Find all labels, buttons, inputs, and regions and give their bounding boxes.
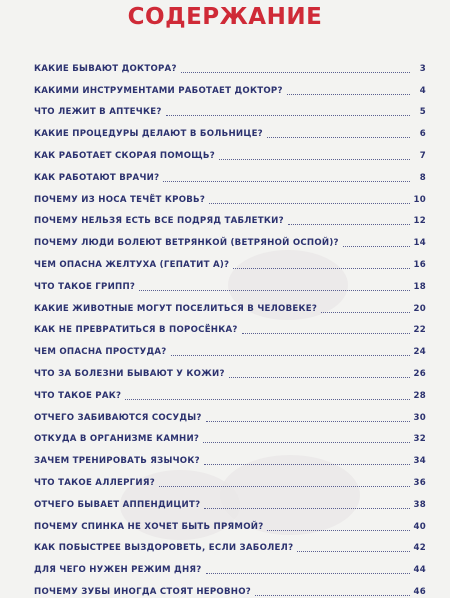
- toc-entry[interactable]: [34, 576, 426, 598]
- toc-entry[interactable]: [34, 445, 426, 467]
- dot-leader: [288, 224, 410, 225]
- toc-entry-page-number: 14: [413, 238, 426, 249]
- toc-entry-page-number: 8: [419, 172, 426, 183]
- toc-entry[interactable]: [34, 271, 426, 293]
- toc-entry-page-number: 16: [413, 259, 426, 270]
- table-of-contents: [34, 53, 426, 598]
- toc-entry[interactable]: [34, 75, 426, 97]
- toc-entry-title: ЧТО ТАКОЕ РАК?: [34, 390, 122, 401]
- dot-leader: [171, 355, 410, 356]
- toc-entry-title: КАК ПОБЫСТРЕЕ ВЫЗДОРОВЕТЬ, ЕСЛИ ЗАБОЛЕЛ?: [34, 543, 294, 554]
- toc-entry-title: ОТЧЕГО ЗАБИВАЮТСЯ СОСУДЫ?: [34, 412, 202, 423]
- toc-entry-title: ЧТО ЗА БОЛЕЗНИ БЫВАЮТ У КОЖИ?: [34, 368, 225, 379]
- dot-leader: [159, 486, 410, 487]
- toc-entry[interactable]: [34, 380, 426, 402]
- dot-leader: [297, 551, 410, 552]
- toc-entry[interactable]: [34, 184, 426, 206]
- toc-entry-page-number: 6: [419, 129, 426, 140]
- toc-entry-title: КАК РАБОТАЮТ ВРАЧИ?: [34, 172, 160, 183]
- toc-entry-title: КАК РАБОТАЕТ СКОРАЯ ПОМОЩЬ?: [34, 150, 215, 161]
- dot-leader: [287, 94, 410, 95]
- toc-entry[interactable]: [34, 511, 426, 533]
- toc-entry[interactable]: [34, 118, 426, 140]
- toc-entry-page-number: 30: [413, 412, 426, 423]
- page-title: СОДЕРЖАНИЕ: [127, 4, 323, 30]
- toc-entry-title: ЧЕМ ОПАСНА ЖЕЛТУХА (ГЕПАТИТ А)?: [34, 259, 230, 270]
- toc-entry[interactable]: [34, 97, 426, 119]
- toc-entry-page-number: 40: [413, 521, 426, 532]
- toc-entry[interactable]: [34, 53, 426, 75]
- toc-entry[interactable]: [34, 206, 426, 228]
- toc-entry-page-number: 12: [413, 216, 426, 227]
- dot-leader: [204, 508, 410, 509]
- dot-leader: [125, 399, 410, 400]
- toc-entry-page-number: 42: [413, 543, 426, 554]
- toc-entry-title: ПОЧЕМУ СПИНКА НЕ ХОЧЕТ БЫТЬ ПРЯМОЙ?: [34, 521, 264, 532]
- toc-entry[interactable]: [34, 402, 426, 424]
- toc-entry-title: КАКИМИ ИНСТРУМЕНТАМИ РАБОТАЕТ ДОКТОР?: [34, 85, 283, 96]
- toc-entry[interactable]: [34, 424, 426, 446]
- toc-entry-title: ПОЧЕМУ ЛЮДИ БОЛЕЮТ ВЕТРЯНКОЙ (ВЕТРЯНОЙ ОСПОЙ)?: [34, 238, 339, 249]
- toc-entry[interactable]: [34, 533, 426, 555]
- toc-entry[interactable]: [34, 358, 426, 380]
- toc-entry-page-number: 20: [413, 303, 426, 314]
- dot-leader: [206, 573, 410, 574]
- toc-entry[interactable]: [34, 140, 426, 162]
- toc-entry[interactable]: [34, 293, 426, 315]
- toc-entry[interactable]: [34, 336, 426, 358]
- dot-leader: [267, 530, 410, 531]
- toc-entry-page-number: 44: [413, 565, 426, 576]
- toc-entry[interactable]: [34, 554, 426, 576]
- toc-entry-title: ПОЧЕМУ ИЗ НОСА ТЕЧЁТ КРОВЬ?: [34, 194, 206, 205]
- dot-leader: [203, 442, 410, 443]
- toc-entry-title: ОТЧЕГО БЫВАЕТ АППЕНДИЦИТ?: [34, 499, 201, 510]
- dot-leader: [163, 181, 410, 182]
- dot-leader: [166, 115, 410, 116]
- toc-entry-title: ЧТО ТАКОЕ АЛЛЕРГИЯ?: [34, 477, 155, 488]
- toc-entry-title: ДЛЯ ЧЕГО НУЖЕН РЕЖИМ ДНЯ?: [34, 565, 202, 576]
- toc-entry-page-number: 28: [413, 390, 426, 401]
- toc-entry[interactable]: [34, 467, 426, 489]
- toc-entry-page-number: 10: [413, 194, 426, 205]
- toc-entry-page-number: 36: [413, 477, 426, 488]
- toc-entry[interactable]: [34, 489, 426, 511]
- toc-entry[interactable]: [34, 315, 426, 337]
- toc-entry-title: ЧТО ТАКОЕ ГРИПП?: [34, 281, 136, 292]
- toc-entry[interactable]: [34, 162, 426, 184]
- dot-leader: [343, 246, 410, 247]
- dot-leader: [139, 290, 410, 291]
- toc-entry-page-number: 26: [413, 368, 426, 379]
- toc-entry-title: КАКИЕ ПРОЦЕДУРЫ ДЕЛАЮТ В БОЛЬНИЦЕ?: [34, 129, 263, 140]
- toc-entry-title: КАК НЕ ПРЕВРАТИТЬСЯ В ПОРОСЁНКА?: [34, 325, 238, 336]
- toc-entry[interactable]: [34, 227, 426, 249]
- toc-entry-page-number: 24: [413, 347, 426, 358]
- toc-entry-title: ОТКУДА В ОРГАНИЗМЕ КАМНИ?: [34, 434, 200, 445]
- dot-leader: [209, 203, 410, 204]
- dot-leader: [219, 159, 410, 160]
- dot-leader: [267, 137, 410, 138]
- toc-entry-page-number: 46: [413, 586, 426, 597]
- toc-entry-title: КАКИЕ ЖИВОТНЫЕ МОГУТ ПОСЕЛИТЬСЯ В ЧЕЛОВЕКЕ?: [34, 303, 318, 314]
- toc-entry-page-number: 34: [413, 456, 426, 467]
- dot-leader: [206, 421, 410, 422]
- toc-entry-page-number: 32: [413, 434, 426, 445]
- toc-entry-title: ЧТО ЛЕЖИТ В АПТЕЧКЕ?: [34, 107, 162, 118]
- toc-entry[interactable]: [34, 249, 426, 271]
- toc-entry-page-number: 5: [419, 107, 426, 118]
- dot-leader: [181, 72, 410, 73]
- toc-entry-page-number: 4: [419, 85, 426, 96]
- toc-entry-page-number: 18: [413, 281, 426, 292]
- toc-entry-title: ПОЧЕМУ ЗУБЫ ИНОГДА СТОЯТ НЕРОВНО?: [34, 586, 252, 597]
- toc-entry-page-number: 7: [419, 150, 426, 161]
- toc-entry-page-number: 3: [419, 63, 426, 74]
- dot-leader: [229, 377, 410, 378]
- toc-entry-title: ЗАЧЕМ ТРЕНИРОВАТЬ ЯЗЫЧОК?: [34, 456, 200, 467]
- dot-leader: [204, 464, 410, 465]
- toc-entry-title: ЧЕМ ОПАСНА ПРОСТУДА?: [34, 347, 167, 358]
- toc-entry-page-number: 22: [413, 325, 426, 336]
- toc-entry-page-number: 38: [413, 499, 426, 510]
- dot-leader: [233, 268, 410, 269]
- dot-leader: [242, 333, 410, 334]
- toc-entry-title: КАКИЕ БЫВАЮТ ДОКТОРА?: [34, 63, 177, 74]
- dot-leader: [255, 595, 410, 596]
- toc-entry-title: ПОЧЕМУ НЕЛЬЗЯ ЕСТЬ ВСЕ ПОДРЯД ТАБЛЕТКИ?: [34, 216, 284, 227]
- dot-leader: [321, 312, 410, 313]
